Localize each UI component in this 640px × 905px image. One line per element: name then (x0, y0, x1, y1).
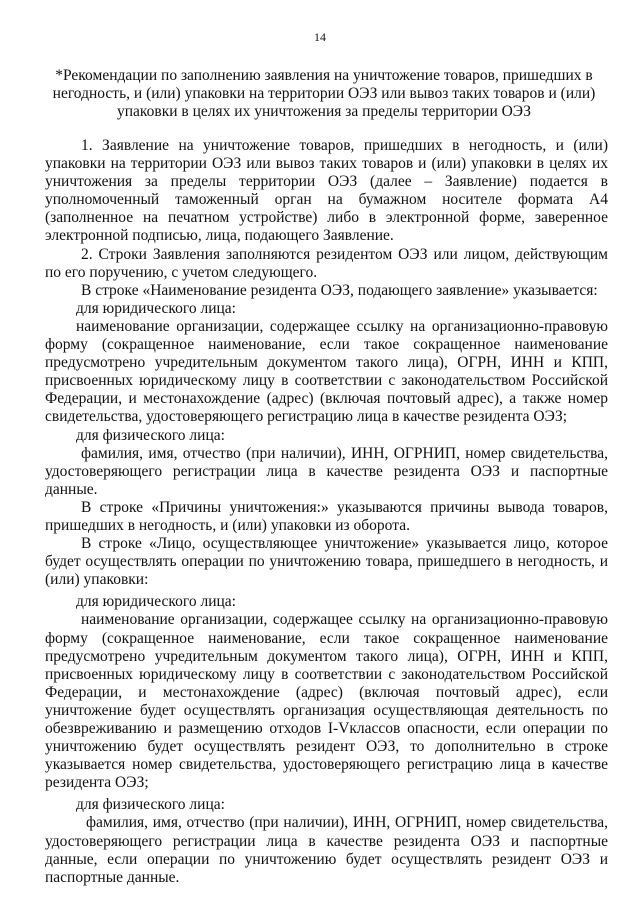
page-number: 14 (314, 30, 326, 44)
paragraph-resident-name-field: В строке «Наименование резидента ОЭЗ, подающего заявление» указывается: (81, 281, 598, 299)
paragraph-performer-individual-details: фамилия, имя, отчество (при наличии), ИНН, ОГРНИП, номер свидетельства, удостоверяющего регистрации лица в качестве резидента ОЭЗ и паспортные данные, если операции по уничтожению будет осуществлять резидент ОЭЗ и паспортные данные. (45, 814, 608, 886)
paragraph-performer-legal-entity-label: для юридического лица: (76, 593, 236, 611)
paragraph-individual-label: для физического лица: (76, 426, 225, 444)
paragraph-legal-entity-details: наименование организации, содержащее ссылку на организационно-правовую форму (сокращенное наименование, если такое сокращенное наименование предусмотрено учредительным документом такого лица), ОГРН, ИНН и КПП, присвоенных юридическому лицу в соответствии с законодательством Российской Федерации, и местонахождение (адрес) (включая почтовый адрес), а также номер свидетельства, удостоверяющего регистрацию лица в качестве резидента ОЭЗ; (45, 317, 608, 426)
document-title: *Рекомендации по заполнению заявления на уничтожение товаров, пришедших в негодность, и (или) упаковки на территории ОЭЗ или вывоз таких товаров и (или) упаковки в целях их уничтожения за пределы территории ОЭЗ (52, 67, 596, 120)
paragraph-individual-details: фамилия, имя, отчество (при наличии), ИНН, ОГРНИП, номер свидетельства, удостоверяющего регистрации лица в качестве резидента ОЭЗ и паспортные данные. (45, 444, 608, 498)
paragraph-performer-individual-label: для физического лица: (76, 796, 225, 814)
paragraph-legal-entity-label: для юридического лица: (76, 299, 236, 317)
paragraph-fields-filling: 2. Строки Заявления заполняются резидентом ОЭЗ или лицом, действующим по его поручению, с учетом следующего. (45, 245, 608, 281)
paragraph-application-submission: 1. Заявление на уничтожение товаров, пришедших в негодность, и (или) упаковки на территории ОЭЗ или вывоз таких товаров и (или) упаковки в целях их уничтожения за пределы территории ОЭЗ (далее – Заявление) подается в уполномоченный таможенный орган на бумажном носителе формата А4 (заполненное на печатном устройстве) либо в электронной форме, заверенное электронной подписью, лица, подающего Заявление. (45, 137, 608, 245)
document-body (45, 137, 608, 887)
paragraph-destruction-performer-field: В строке «Лицо, осуществляющее уничтожение» указывается лицо, которое будет осуществлять операции по уничтожению товара, пришедшего в негодность, и (или) упаковки: (45, 535, 608, 589)
paragraph-performer-legal-entity-details: наименование организации, содержащее ссылку на организационно-правовую форму (сокращенное наименование, если такое сокращенное наименование предусмотрено учредительным документом такого лица), ОГРН, ИНН и КПП, присвоенных юридическому лицу в соответствии с законодательством Российской Федерации, и местонахождение (адрес) (включая почтовый адрес), если уничтожение будет осуществлять организация осуществляющая деятельность по обезвреживанию и размещению отходов I-Vклассов опасности, если операции по уничтожению будет осуществлять резидент ОЭЗ, то дополнительно в строке указывается номер свидетельства, удостоверяющего регистрацию лица в качестве резидента ОЭЗ; (45, 611, 608, 792)
paragraph-destruction-reasons-field: В строке «Причины уничтожения:» указываются причины вывода товаров, пришедших в негодность, и (или) упаковки из оборота. (45, 498, 608, 534)
